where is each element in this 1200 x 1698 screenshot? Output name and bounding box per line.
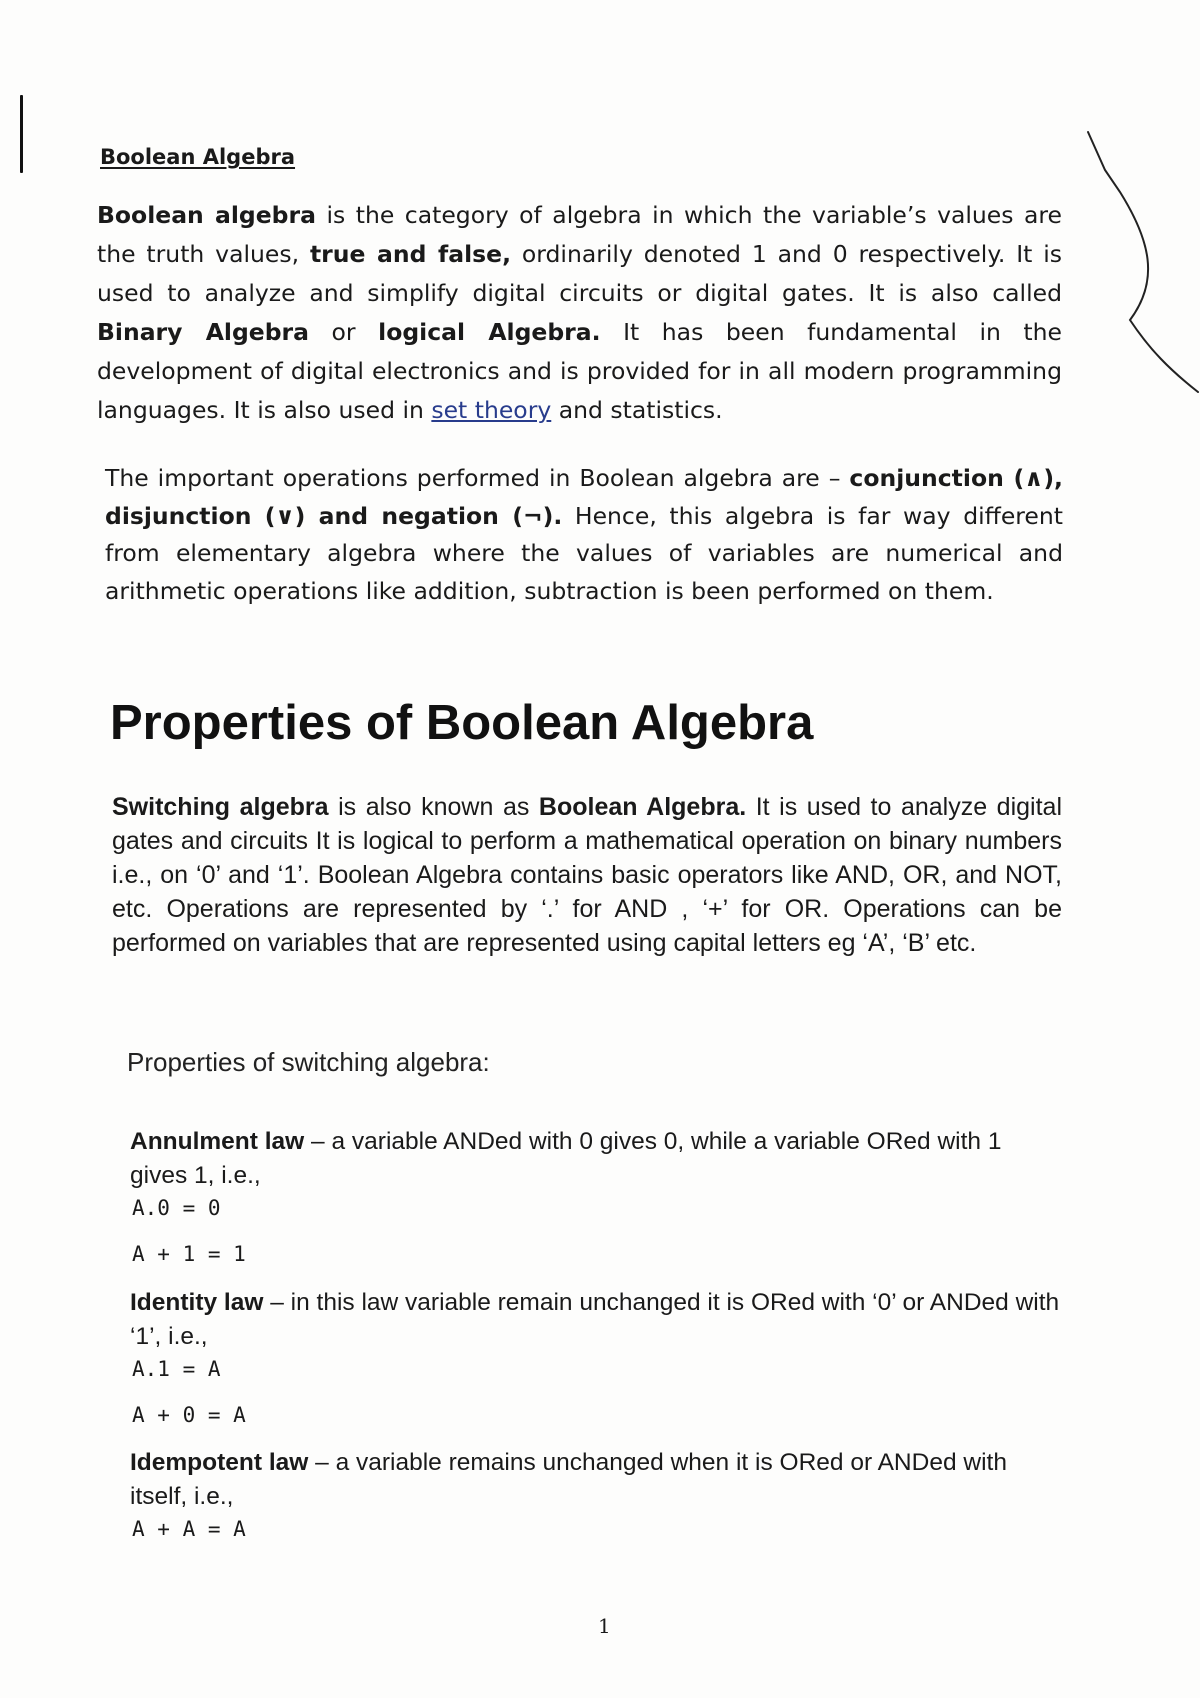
identity-law <box>130 1286 1060 1354</box>
intro-alias-logical: logical Algebra. <box>378 318 601 346</box>
switching-paragraph <box>112 790 1062 960</box>
formula: A + 1 = 1 <box>132 1242 246 1266</box>
law-name: Annulment law <box>130 1128 305 1155</box>
intro-text-1: is the category of algebra in which the variable’s values are the truth values, <box>97 201 1063 268</box>
formula: A.1 = A <box>132 1357 221 1381</box>
switching-term-2: Boolean Algebra. <box>538 793 747 821</box>
set-theory-link[interactable]: set theory <box>431 396 552 424</box>
scan-edge-mark <box>20 95 23 173</box>
law-name: Idempotent law <box>130 1449 309 1476</box>
intro-text-4: It has been fundamental in the development of digital electronics and is provided for in all modern programming languages. It is also used in <box>97 318 1062 424</box>
intro-term: Boolean algebra <box>97 201 316 229</box>
law-name: Identity law <box>130 1289 264 1316</box>
intro-alias-binary: Binary Algebra <box>97 318 309 346</box>
law-description: – a variable ANDed with 0 gives 0, while a variable ORed with 1 gives 1, i.e., <box>130 1128 1002 1189</box>
operations-paragraph <box>105 460 1063 610</box>
formula: A + A = A <box>132 1517 246 1541</box>
operations-text-2: Hence, this algebra is far way different from elementary algebra where the values of variables are numerical and arithmetic operations like addition, subtraction is been performed on them. <box>105 501 1063 605</box>
law-description: – a variable remains unchanged when it is ORed or ANDed with itself, i.e., <box>130 1449 1007 1510</box>
pen-annotation-stroke <box>1060 130 1200 400</box>
intro-truth-values: true and false, <box>309 240 511 268</box>
law-description: – in this law variable remain unchanged it is ORed with ‘0’ or ANDed with ‘1’, i.e., <box>130 1289 1060 1350</box>
section-title: Properties of Boolean Algebra <box>110 696 814 750</box>
annulment-law <box>130 1125 1060 1193</box>
intro-text-3: or <box>309 318 379 346</box>
operations-list: conjunction (∧), disjunction (∨) and negation (¬). <box>105 464 1063 530</box>
switching-term: Switching algebra <box>112 793 329 821</box>
properties-heading: Properties of switching algebra: <box>127 1047 490 1077</box>
formula: A.0 = 0 <box>132 1196 221 1220</box>
idempotent-law <box>130 1446 1060 1514</box>
page-number: 1 <box>598 1614 611 1638</box>
operations-text-1: The important operations performed in Boolean algebra are – <box>105 464 850 492</box>
switching-text-2: It is used to analyze digital gates and circuits It is logical to perform a mathematical operation on binary numbers i.e., on ‘0’ and ‘1’. Boolean Algebra contains basic operators like AND, OR, and NOT, etc. Operations are represented by ‘.’ for AND , ‘+’ for OR. Operations can be performed on variables that are represented using capital letters eg ‘A’, ‘B’ etc. <box>112 793 1063 957</box>
intro-text-5: and statistics. <box>551 396 723 424</box>
formula: A + 0 = A <box>132 1403 246 1427</box>
intro-paragraph <box>97 196 1062 430</box>
switching-text-1: is also known as <box>328 793 539 821</box>
document-title: Boolean Algebra <box>100 145 296 169</box>
intro-text-2: ordinarily denoted 1 and 0 respectively. It is used to analyze and simplify digital circuits or digital gates. It is also called <box>97 240 1062 307</box>
